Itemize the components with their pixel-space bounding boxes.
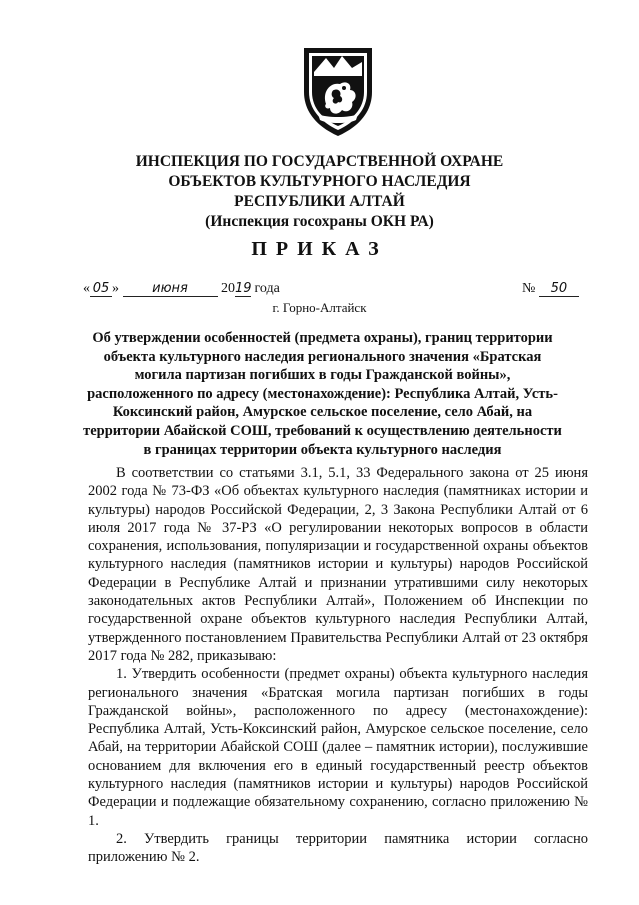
date-close-quote: » (112, 281, 119, 296)
number-value: 50 (539, 281, 579, 297)
document-title: ПРИКАЗ (251, 238, 388, 260)
date-day: 05 (90, 281, 112, 297)
subject-line: в границах территории объекта культурного наследия (143, 441, 502, 458)
coat-of-arms-icon (296, 42, 380, 140)
order-date (83, 281, 280, 297)
date-month: июня (123, 281, 218, 297)
date-year-prefix: 20 (221, 281, 235, 296)
subject-line: расположенного по адресу (местонахождение): Республика Алтай, Усть- (87, 385, 558, 402)
city: г. Горно-Алтайск (272, 300, 367, 315)
org-line: РЕСПУБЛИКИ АЛТАЙ (234, 193, 405, 210)
org-line: ИНСПЕКЦИЯ ПО ГОСУДАРСТВЕННОЙ ОХРАНЕ (135, 153, 504, 170)
order-item-1: 1. Утвердить особенности (предмет охраны) объекта культурного наследия регионального значения «Братская могила партизан погибших в годы Гражданской войны», расположенного по адресу (местонахождение): Республика Алтай, Усть-Коксинский район, Амурское сельское поселение, село Абай, на территории Абайской СОШ (далее – памятник истории), послужившие основанием для включения его в единый государственный реестр объектов культурного наследия (памятников истории и культуры) народов Российской Федерации и подлежащие обязательному сохранению, согласно приложению № 1. (88, 666, 588, 829)
date-open-quote: « (83, 281, 90, 296)
subject-line: Коксинский район, Амурское сельское поселение, село Абай, на (112, 404, 533, 421)
org-line: ОБЪЕКТОВ КУЛЬТУРНОГО НАСЛЕДИЯ (168, 173, 471, 190)
order-body (88, 464, 588, 867)
organization-header (0, 152, 639, 232)
subject-line: Об утверждении особенностей (предмета охраны), границ территории (92, 330, 553, 346)
date-year-suffix: 19 (235, 281, 252, 296)
org-short-name: (Инспекция госохраны ОКН РА) (205, 213, 434, 230)
order-number (522, 281, 579, 297)
order-item-2: 2. Утвердить границы территории памятника истории согласно приложению № 2. (88, 830, 588, 866)
preamble-paragraph: В соответствии со статьями 3.1, 5.1, 33 Федерального закона от 25 июня 2002 года № 73-ФЗ «Об объектах культурного наследия (памятниках истории и культуры) народов Российской Федерации, 2, 3 Закона Республики Алтай от 6 июля 2017 года № 37-РЗ «О регулировании некоторых вопросов в области сохранения, использования, популяризации и государственной охраны объектов культурного наследия (памятников истории и культуры) народов Российской Федерации в Республике Алтай и признании утратившими силу некоторых законодательных актов Республики Алтай», Положением об Инспекции по государственной охране объектов культурного наследия Республики Алтай, утвержденного постановлением Правительства Республики Алтай от 23 октября 2017 года № 282, приказываю: (88, 465, 588, 664)
subject-line: могила партизан погибших в годы Гражданской войны», (134, 367, 511, 384)
subject-line: территории Абайской СОШ, требований к осуществлению деятельности (83, 422, 562, 439)
subject-line: объекта культурного наследия регионального значения «Братская (103, 348, 542, 365)
date-year-word: года (254, 281, 280, 296)
order-subject (80, 329, 565, 459)
coat-of-arms (296, 42, 380, 140)
number-sign: № (522, 281, 536, 296)
